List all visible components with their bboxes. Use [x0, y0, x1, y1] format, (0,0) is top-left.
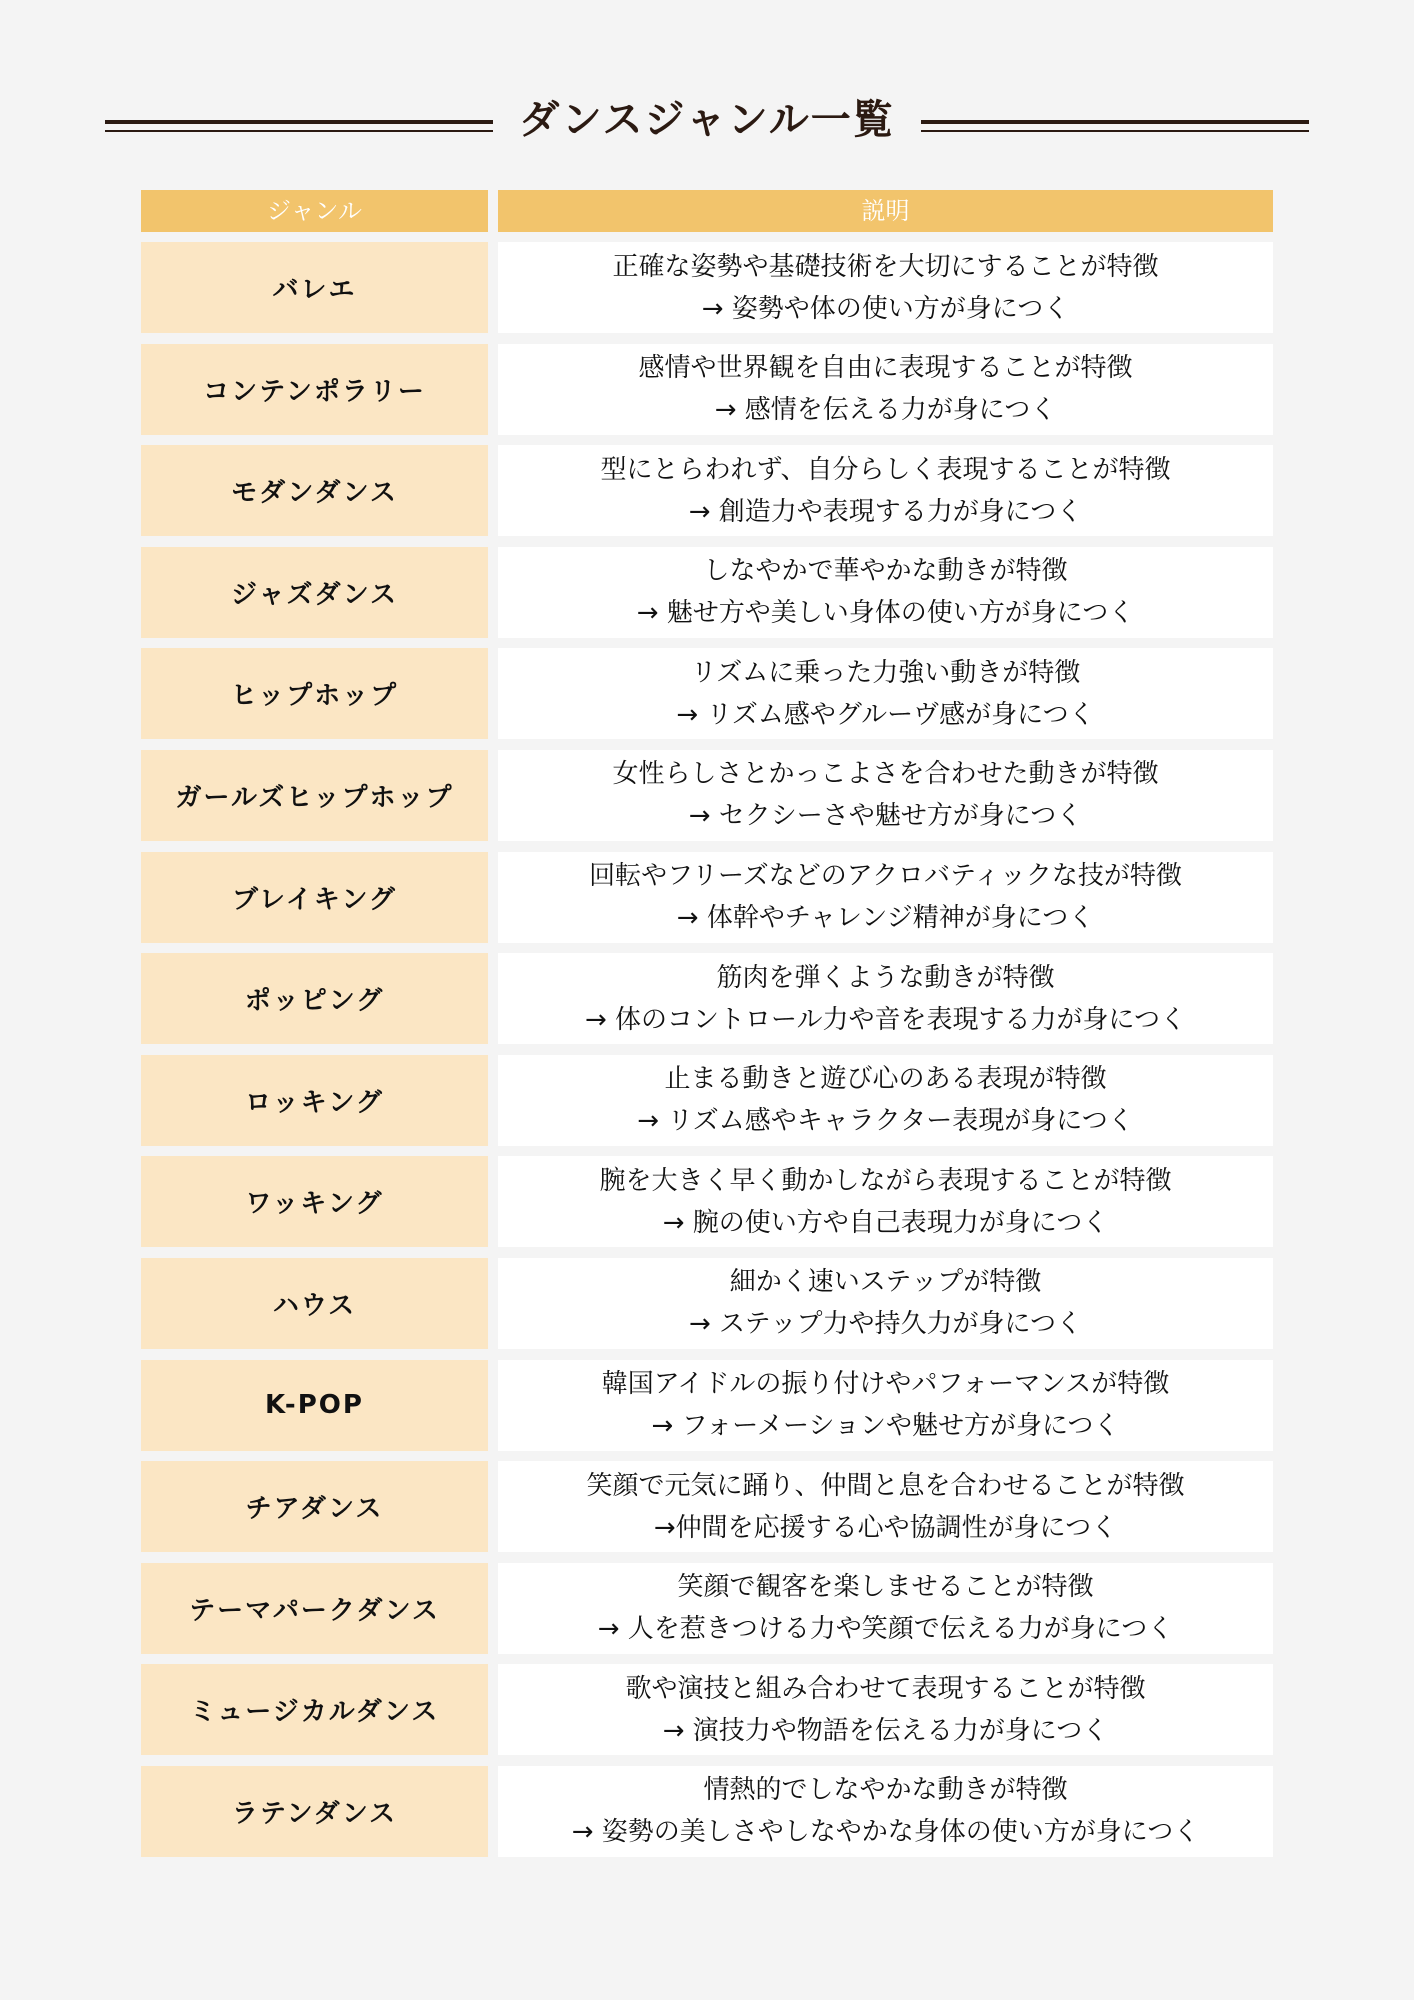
table-row: [141, 1360, 1273, 1451]
title-rule-left-thick: [105, 120, 493, 124]
table-row: [141, 1664, 1273, 1755]
description-cell: [498, 750, 1273, 841]
title-rule-left-thin: [105, 130, 493, 132]
genre-cell: ラテンダンス: [141, 1766, 488, 1857]
genre-cell: K-POP: [141, 1360, 488, 1451]
genre-table: [141, 190, 1273, 1868]
description-line-benefit: → セクシーさや魅せ方が身につく: [688, 801, 1083, 832]
genre-cell: ヒップホップ: [141, 648, 488, 739]
title-rule-right-thick: [921, 120, 1309, 124]
description-line-benefit: → 創造力や表現する力が身につく: [688, 496, 1083, 527]
table-row: [141, 648, 1273, 739]
genre-cell: ブレイキング: [141, 852, 488, 943]
description-line-feature: 細かく速いステップが特徴: [729, 1267, 1042, 1298]
description-line-benefit: → リズム感やキャラクター表現が身につく: [637, 1106, 1134, 1137]
description-line-feature: リズムに乗った力強い動きが特徴: [690, 657, 1081, 688]
genre-cell: ハウス: [141, 1258, 488, 1349]
description-cell: [498, 1766, 1273, 1857]
genre-cell: ロッキング: [141, 1055, 488, 1146]
description-line-benefit: → 人を惹きつける力や笑顔で伝える力が身につく: [597, 1614, 1174, 1645]
description-line-feature: 韓国アイドルの振り付けやパフォーマンスが特徴: [601, 1369, 1170, 1400]
description-line-benefit: →仲間を応援する心や協調性が身につく: [653, 1512, 1118, 1543]
genre-cell: バレエ: [141, 242, 488, 333]
description-line-benefit: → 姿勢や体の使い方が身につく: [701, 293, 1070, 324]
table-row: [141, 953, 1273, 1044]
description-line-feature: 回転やフリーズなどのアクロバティックな技が特徴: [589, 861, 1182, 892]
genre-cell: モダンダンス: [141, 445, 488, 536]
genre-cell: ポッピング: [141, 953, 488, 1044]
description-line-benefit: → 感情を伝える力が身につく: [714, 395, 1057, 426]
description-line-feature: 腕を大きく早く動かしながら表現することが特徴: [599, 1165, 1172, 1196]
description-line-benefit: → 体幹やチャレンジ精神が身につく: [676, 903, 1095, 934]
table-row: [141, 1563, 1273, 1654]
description-line-benefit: → 体のコントロール力や音を表現する力が身につく: [584, 1004, 1186, 1035]
genre-cell: ジャズダンス: [141, 547, 488, 638]
description-cell: [498, 1563, 1273, 1654]
description-line-benefit: → 姿勢の美しさやしなやかな身体の使い方が身につく: [571, 1817, 1200, 1848]
description-line-feature: 止まる動きと遊び心のある表現が特徴: [664, 1064, 1107, 1095]
genre-cell: ワッキング: [141, 1156, 488, 1247]
table-row: [141, 1055, 1273, 1146]
title-rule-right-thin: [921, 130, 1309, 132]
table-row: [141, 242, 1273, 333]
description-line-benefit: → 演技力や物語を伝える力が身につく: [662, 1715, 1109, 1746]
description-line-feature: 笑顔で元気に踊り、仲間と息を合わせることが特徴: [586, 1470, 1185, 1501]
description-line-feature: しなやかで華やかな動きが特徴: [703, 556, 1068, 587]
genre-cell: チアダンス: [141, 1461, 488, 1552]
title-rule-right: [921, 120, 1309, 134]
table-row: [141, 344, 1273, 435]
description-cell: [498, 1664, 1273, 1755]
description-cell: [498, 1156, 1273, 1247]
description-line-benefit: → 腕の使い方や自己表現力が身につく: [662, 1207, 1109, 1238]
table-row: [141, 852, 1273, 943]
table-row: [141, 1766, 1273, 1857]
header-description: 説明: [498, 190, 1273, 232]
genre-cell: テーマパークダンス: [141, 1563, 488, 1654]
genre-cell: コンテンポラリー: [141, 344, 488, 435]
page-title: ダンスジャンル一覧: [519, 97, 895, 143]
description-cell: [498, 445, 1273, 536]
description-line-benefit: → 魅せ方や美しい身体の使い方が身につく: [636, 598, 1135, 629]
description-line-feature: 情熱的でしなやかな動きが特徴: [703, 1775, 1068, 1806]
description-cell: [498, 344, 1273, 435]
description-cell: [498, 953, 1273, 1044]
title-rule-left: [105, 120, 493, 134]
description-line-feature: 正確な姿勢や基礎技術を大切にすることが特徴: [612, 251, 1159, 282]
description-cell: [498, 547, 1273, 638]
title-bar: [105, 90, 1309, 150]
table-row: [141, 445, 1273, 536]
header-genre: ジャンル: [141, 190, 488, 232]
description-line-feature: 型にとらわれず、自分らしく表現することが特徴: [600, 454, 1171, 485]
description-cell: [498, 648, 1273, 739]
description-line-feature: 女性らしさとかっこよさを合わせた動きが特徴: [612, 759, 1159, 790]
table-row: [141, 1461, 1273, 1552]
description-line-feature: 笑顔で観客を楽しませることが特徴: [677, 1572, 1094, 1603]
description-line-feature: 歌や演技と組み合わせて表現することが特徴: [625, 1673, 1146, 1704]
table-row: [141, 547, 1273, 638]
description-line-benefit: → ステップ力や持久力が身につく: [688, 1309, 1082, 1340]
description-line-benefit: → リズム感やグルーヴ感が身につく: [676, 699, 1095, 730]
description-line-feature: 筋肉を弾くような動きが特徴: [716, 962, 1055, 993]
description-line-feature: 感情や世界観を自由に表現することが特徴: [638, 353, 1133, 384]
table-body: [141, 242, 1273, 1857]
description-cell: [498, 242, 1273, 333]
table-row: [141, 1258, 1273, 1349]
description-cell: [498, 1360, 1273, 1451]
description-cell: [498, 852, 1273, 943]
genre-cell: ガールズヒップホップ: [141, 750, 488, 841]
table-row: [141, 750, 1273, 841]
description-line-benefit: → フォーメーションや魅せ方が身につく: [651, 1411, 1120, 1442]
genre-cell: ミュージカルダンス: [141, 1664, 488, 1755]
table-row: [141, 1156, 1273, 1247]
description-cell: [498, 1055, 1273, 1146]
table-header-row: [141, 190, 1273, 232]
description-cell: [498, 1461, 1273, 1552]
description-cell: [498, 1258, 1273, 1349]
